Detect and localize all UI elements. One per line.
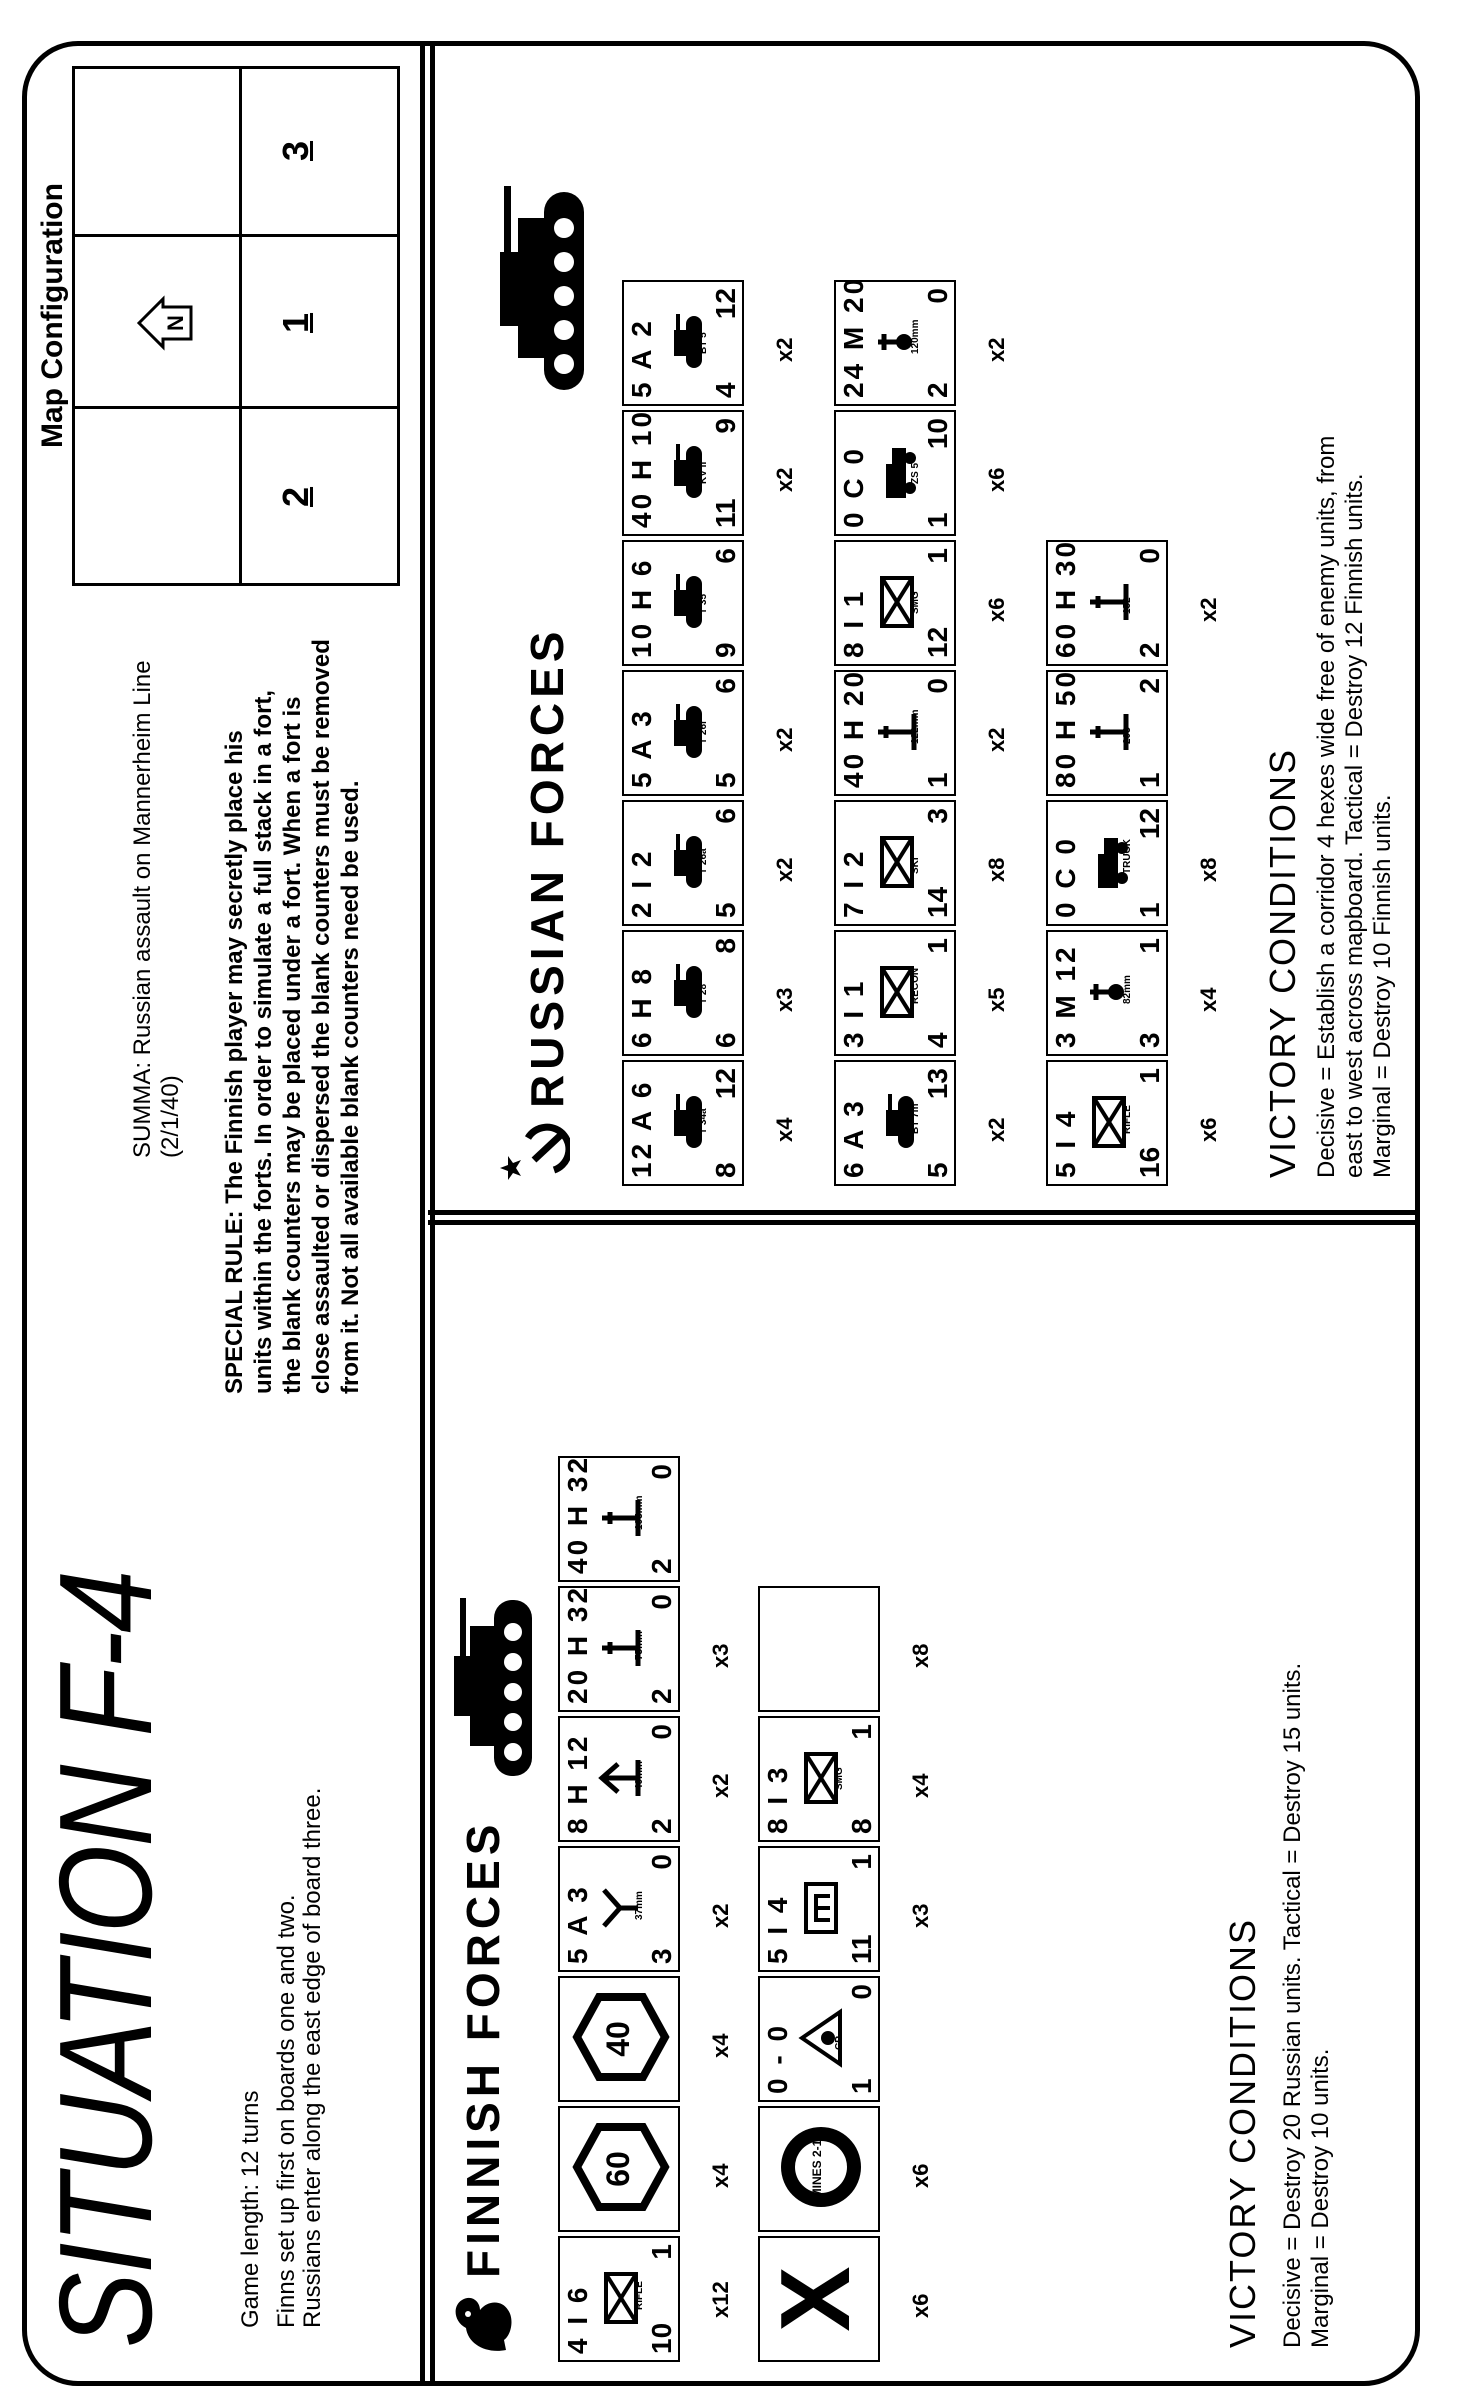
counter-movement: 2 [1134, 678, 1165, 694]
counter-factors: 12 A 6 [626, 1079, 657, 1178]
finnish-counter [758, 2236, 880, 2362]
counter-quantity: x5 [984, 987, 1009, 1012]
russian-counter [622, 410, 744, 536]
summa-line-2: (2/1/40) [157, 1075, 184, 1158]
russian-counter [834, 540, 956, 666]
counter-quantity: x4 [1196, 987, 1221, 1012]
counter-type-label: 152 [1122, 597, 1133, 614]
counter-defense: 5 [922, 1162, 953, 1178]
counter-movement: 13 [922, 1068, 953, 1100]
finnish-row-1 [558, 1362, 748, 2362]
russian-counter [622, 930, 744, 1056]
north-arrow-icon [135, 295, 195, 351]
counter-factors: 7 I 2 [838, 848, 869, 918]
russian-heading: RUSSIAN FORCES [521, 626, 573, 1108]
counter-factors: 6 A 3 [838, 1098, 869, 1178]
north-label: N [163, 315, 188, 331]
counter-quantity: x6 [908, 2293, 933, 2318]
counter-movement: 0 [646, 1594, 677, 1610]
counter-type-label: 120mm [910, 319, 921, 354]
counter-quantity: x4 [908, 1773, 933, 1798]
counter-quantity: x2 [772, 857, 797, 882]
counter-type-label: 82mm [1122, 975, 1133, 1004]
finnish-victory-line-1: Decisive = Destroy 20 Russian units. Tactical = Destroy 15 units. [1279, 1662, 1306, 2348]
russian-counter [622, 1060, 744, 1186]
counter-defense: 16 [1134, 1146, 1165, 1178]
fort-value: 40 [600, 2021, 636, 2057]
counter-movement: 1 [922, 548, 953, 564]
counter-factors: 5 A 2 [626, 318, 657, 398]
finnish-tank-icon [440, 1586, 542, 1796]
counter-movement: 0 [922, 678, 953, 694]
counter-type-label: RECON [910, 967, 921, 1004]
counter-quantity: x2 [984, 337, 1009, 362]
counter-type-label: TRUCK [1122, 839, 1133, 874]
russian-row-2 [834, 66, 1024, 1186]
finnish-lion-icon [446, 2288, 518, 2358]
counter-factors: 5 A 3 [562, 1884, 593, 1964]
counter-defense: 3 [1134, 1032, 1165, 1048]
special-rule [220, 639, 365, 1394]
counter-factors: 40 H 32 [562, 1454, 593, 1574]
counter-defense: 1 [1134, 902, 1165, 918]
counter-movement: 0 [922, 288, 953, 304]
finnish-counter [758, 1976, 880, 2102]
russian-row-1 [622, 66, 812, 1186]
counter-movement: 12 [710, 1068, 741, 1100]
counter-factors: 80 H 50 [1050, 668, 1081, 788]
counter-type-label: BT 7m [910, 1103, 921, 1134]
russian-victory-line-2: east to west across mapboard. Tactical = Destroy 12 Finnish units. [1341, 473, 1368, 1178]
forces-divider-2 [428, 1210, 1420, 1215]
counter-factors: 0 C 0 [838, 446, 869, 528]
counter-quantity: x4 [708, 2163, 733, 2188]
counter-movement: 0 [646, 1854, 677, 1870]
counter-defense: 12 [922, 626, 953, 658]
counter-quantity: x2 [984, 1117, 1009, 1142]
counter-factors: 2 I 2 [626, 848, 657, 918]
russian-victory-heading: VICTORY CONDITIONS [1262, 747, 1303, 1178]
counter-quantity: x2 [772, 467, 797, 492]
counter-factors: 60 H 30 [1050, 538, 1081, 658]
counter-quantity: x12 [708, 2281, 733, 2318]
counter-type-label: SMG [910, 591, 921, 614]
eng-symbol-icon [798, 1876, 844, 1940]
blank-x-counter-label: X [760, 2266, 870, 2332]
counter-quantity: x2 [772, 337, 797, 362]
counter-quantity: x6 [1196, 1117, 1221, 1142]
special-rule-line: close assaulted or dispersed the blank counters must be removed [308, 639, 335, 1394]
finnish-counter [758, 1586, 880, 1712]
counter-factors: 40 H 20 [838, 668, 869, 788]
russian-victory-line-3: Marginal = Destroy 10 Finnish units. [1369, 794, 1396, 1178]
counter-quantity: x6 [984, 467, 1009, 492]
counter-defense: 10 [646, 2322, 677, 2354]
finnish-counter [558, 1976, 680, 2102]
russian-victory-line-1: Decisive = Establish a corridor 4 hexes wide free of enemy units, from [1313, 435, 1340, 1178]
russian-counter [1046, 930, 1168, 1056]
counter-defense: 2 [1134, 642, 1165, 658]
counter-type-label: CP [834, 2036, 845, 2050]
counter-defense: 2 [646, 1558, 677, 1574]
russian-counter [834, 800, 956, 926]
russian-counter [622, 670, 744, 796]
counter-type-label: RIFLE [634, 2281, 645, 2310]
counter-quantity: x3 [772, 987, 797, 1012]
counter-factors: 10 H 6 [626, 557, 657, 658]
counter-quantity: x2 [708, 1773, 733, 1798]
counter-type-label: ZS 5 [910, 462, 921, 484]
counter-quantity: x8 [1196, 857, 1221, 882]
counter-movement: 9 [710, 418, 741, 434]
russian-counter [1046, 800, 1168, 926]
counter-quantity: x4 [708, 2033, 733, 2058]
counter-factors: 3 I 1 [838, 978, 869, 1048]
counter-defense: 1 [846, 2078, 877, 2094]
counter-movement: 6 [710, 548, 741, 564]
counter-movement: 1 [646, 2244, 677, 2260]
map-number-3: 3 [275, 140, 316, 161]
counter-defense: 3 [646, 1948, 677, 1964]
counter-movement: 1 [922, 938, 953, 954]
russian-counter [622, 280, 744, 406]
counter-type-label: T 28 [698, 983, 709, 1004]
counter-type-label: RIFLE [1122, 1105, 1133, 1134]
map-configuration [72, 66, 400, 586]
finnish-counter [558, 1846, 680, 1972]
russian-counter [834, 275, 956, 406]
map-number-2: 2 [275, 486, 316, 507]
russian-counter [1046, 1060, 1168, 1186]
counter-defense: 6 [710, 1032, 741, 1048]
finnish-counter [758, 2106, 880, 2232]
counter-quantity: x4 [772, 1117, 797, 1142]
counter-movement: 6 [710, 678, 741, 694]
finnish-counter [558, 2106, 680, 2232]
counter-movement: 1 [846, 1854, 877, 1870]
finnish-victory-line-2: Marginal = Destroy 10 units. [1307, 2048, 1334, 2348]
counter-defense: 1 [922, 512, 953, 528]
counter-movement: 0 [646, 1724, 677, 1740]
counter-factors: 0 - 0 [762, 2022, 793, 2094]
fort-value: 60 [600, 2151, 636, 2187]
counter-quantity: x8 [984, 857, 1009, 882]
finnish-victory-heading: VICTORY CONDITIONS [1222, 1917, 1263, 2348]
special-rule-line: SPECIAL RULE: The Finnish player may secretly place his [221, 730, 248, 1394]
counter-type-label: T 34a [698, 1108, 709, 1134]
counter-defense: 2 [646, 1818, 677, 1834]
counter-defense: 11 [710, 498, 741, 528]
finnish-counter [558, 1586, 680, 1712]
summa-line-1: SUMMA: Russian assault on Mannerheim Line [129, 660, 156, 1158]
counter-defense: 4 [922, 1032, 953, 1048]
finnish-counter [558, 1456, 680, 1582]
counter-quantity: x2 [772, 727, 797, 752]
mine-label: MINES 2-1 [810, 2139, 824, 2199]
russian-counter [834, 410, 956, 536]
counter-defense: 2 [646, 1688, 677, 1704]
counter-type-label: T 26a [698, 848, 709, 874]
counter-factors: 8 I 3 [762, 1764, 793, 1834]
counter-factors: 0 C 0 [1050, 836, 1081, 918]
counter-movement: 1 [1134, 938, 1165, 954]
counter-quantity: x8 [908, 1643, 933, 1668]
counter-defense: 1 [1134, 772, 1165, 788]
counter-type-label: 122mm [910, 709, 921, 744]
counter-defense: 4 [710, 382, 741, 398]
map-board-3 [75, 66, 397, 237]
counter-movement: 12 [1134, 808, 1165, 840]
counter-defense: 9 [710, 642, 741, 658]
counter-movement: 0 [1134, 548, 1165, 564]
counter-quantity: x3 [908, 1903, 933, 1928]
counter-movement: 12 [710, 288, 741, 320]
counter-movement: 0 [646, 1464, 677, 1480]
special-rule-line: from it. Not all available blank counters need be used. [337, 780, 364, 1394]
counter-type-label: SMG [834, 1767, 845, 1790]
russian-counter [1046, 670, 1168, 796]
russian-counter [622, 800, 744, 926]
finnish-row-2 [758, 1362, 948, 2362]
map-number-1: 1 [275, 312, 316, 333]
counter-factors: 40 H 10 [626, 408, 657, 528]
map-board-2 [75, 409, 397, 583]
counter-type-label: 37mm [634, 1891, 645, 1920]
counter-type-label: KV II [698, 461, 709, 484]
counter-type-label: SKI [910, 857, 921, 874]
russian-counter [834, 930, 956, 1056]
russian-row-3 [1046, 66, 1236, 1186]
setup-line-1: Finns set up first on boards one and two. [273, 1894, 300, 2328]
counter-type-label: 75mm [634, 1631, 645, 1660]
forces-divider [428, 1220, 1420, 1225]
counter-type-label: BT 5 [698, 332, 709, 354]
page-title: SITUATION F-4 [32, 1571, 179, 2348]
special-rule-line: the blank counters may be placed under a fort. When a fort is [279, 696, 306, 1394]
counter-type-label: 40mm [634, 1761, 645, 1790]
russian-tank-icon [486, 178, 596, 408]
counter-defense: 11 [846, 1934, 877, 1964]
special-rule-line: units within the forts. In order to simulate a full stack in a fort, [250, 689, 277, 1394]
counter-defense: 14 [922, 886, 953, 918]
russian-counter [622, 540, 744, 666]
header-divider [420, 41, 425, 2386]
counter-movement: 8 [710, 938, 741, 954]
counter-factors: 6 H 8 [626, 966, 657, 1048]
russian-counter [834, 670, 956, 796]
counter-factors: 4 I 6 [562, 2284, 593, 2354]
setup-line-2: Russians enter along the east edge of board three. [299, 1787, 326, 2328]
counter-type-label: T 26r [698, 720, 709, 744]
counter-factors: 5 A 3 [626, 708, 657, 788]
map-board-1 [75, 237, 397, 409]
counter-type-label: T 35 [698, 593, 709, 614]
counter-movement: 1 [846, 1724, 877, 1740]
counter-factors: 3 M 12 [1050, 944, 1081, 1048]
counter-quantity: x2 [708, 1903, 733, 1928]
finnish-counter [758, 1716, 880, 1842]
counter-quantity: x6 [908, 2163, 933, 2188]
map-config-title: Map Configuration [36, 183, 69, 448]
finnish-counter [558, 1716, 680, 1842]
hammer-sickle-icon [498, 1122, 570, 1182]
game-length: Game length: 12 turns [237, 2090, 264, 2328]
russian-counter [1046, 540, 1168, 666]
counter-factors: 24 M 20 [838, 275, 869, 398]
finnish-counter [758, 1846, 880, 1972]
counter-type-label: 105mm [634, 1495, 645, 1530]
counter-factors: 8 H 12 [562, 1733, 593, 1834]
counter-quantity: x3 [708, 1643, 733, 1668]
counter-quantity: x2 [1196, 597, 1221, 622]
counter-factors: 5 I 4 [762, 1894, 793, 1964]
counter-movement: 6 [710, 808, 741, 824]
counter-type-label: 203 [1122, 727, 1133, 744]
counter-factors: 5 I 4 [1050, 1108, 1081, 1178]
counter-defense: 1 [922, 772, 953, 788]
counter-movement: 3 [922, 808, 953, 824]
counter-defense: 8 [846, 1818, 877, 1834]
counter-defense: 5 [710, 772, 741, 788]
counter-quantity: x6 [984, 597, 1009, 622]
counter-quantity: x2 [984, 727, 1009, 752]
counter-defense: 2 [922, 382, 953, 398]
counter-factors: 20 H 32 [562, 1584, 593, 1704]
finnish-heading: FINNISH FORCES [457, 1819, 509, 2278]
counter-movement: 10 [922, 418, 953, 450]
counter-factors: 8 I 1 [838, 588, 869, 658]
counter-movement: 1 [1134, 1068, 1165, 1084]
counter-movement: 0 [846, 1984, 877, 2000]
russian-counter [834, 1060, 956, 1186]
finnish-counter [558, 2236, 680, 2362]
counter-defense: 8 [710, 1162, 741, 1178]
counter-defense: 5 [710, 902, 741, 918]
